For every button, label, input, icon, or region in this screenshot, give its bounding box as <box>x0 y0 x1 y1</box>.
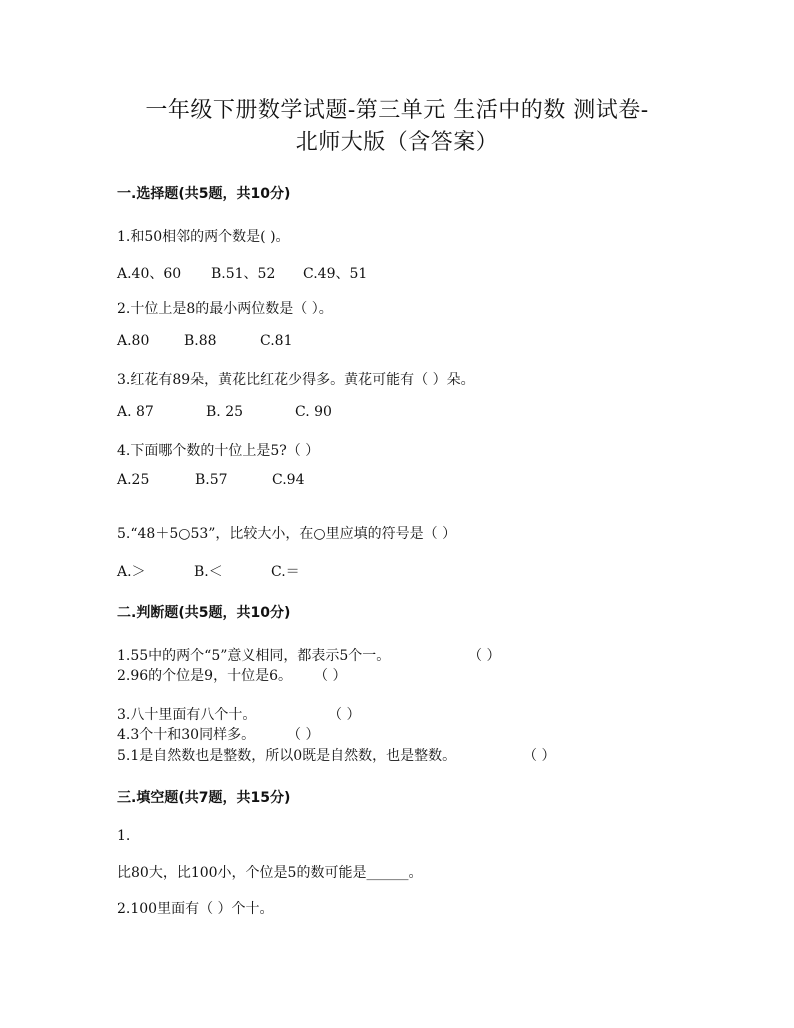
question-5-stem: 5.“48＋5○53”，比较大小，在○里应填的符号是（ ） <box>117 526 457 542</box>
answer-parentheses: （ ） <box>523 748 556 764</box>
option-b: B. 25 <box>206 404 244 420</box>
fill-question-1-number: 1. <box>117 828 131 844</box>
option-c: C. 90 <box>295 404 332 420</box>
option-b: B.51、52 <box>211 266 276 282</box>
question-2-stem: 2.十位上是8的最小两位数是（ ）。 <box>117 301 333 317</box>
judgment-item-2: 2.96的个位是9，十位是6。 <box>117 668 292 684</box>
judgment-item-5: 5.1是自然数也是整数，所以0既是自然数，也是整数。 <box>117 748 457 764</box>
option-a: A.25 <box>117 472 150 488</box>
option-c: C.81 <box>260 333 293 349</box>
question-4-stem: 4.下面哪个数的十位上是5?（ ） <box>117 443 320 459</box>
option-a: A. 87 <box>117 404 154 420</box>
judgment-item-3: 3.八十里面有八个十。 <box>117 707 257 723</box>
question-1-stem: 1.和50相邻的两个数是( )。 <box>117 229 290 245</box>
answer-parentheses: （ ） <box>314 668 347 684</box>
judgment-item-4: 4.3个十和30同样多。 <box>117 727 256 743</box>
question-1-options <box>117 263 367 283</box>
document-title-line2: 北师大版（含答案） <box>295 130 499 155</box>
option-c: C.49、51 <box>303 266 368 282</box>
question-4-options <box>117 472 304 488</box>
option-c: C.＝ <box>271 564 300 580</box>
section1-heading: 一.选择题(共5题，共10分) <box>117 186 291 202</box>
fill-question-1-text: 比80大，比100小，个位是5的数可能是______。 <box>117 865 423 881</box>
answer-parentheses: （ ） <box>468 648 501 664</box>
section2-heading: 二.判断题(共5题，共10分) <box>117 605 291 621</box>
option-a: A.40、60 <box>117 266 182 282</box>
question-5-options <box>117 561 300 581</box>
judgment-item-1: 1.55中的两个“5”意义相同，都表示5个一。 <box>117 648 391 664</box>
fill-question-2-text: 2.100里面有（ ）个十。 <box>117 901 274 917</box>
question-2-options <box>117 333 292 349</box>
option-a: A.80 <box>117 333 150 349</box>
option-b: B.57 <box>195 472 228 488</box>
section3-heading: 三.填空题(共7题，共15分) <box>117 790 291 806</box>
question-3-options <box>117 404 332 420</box>
document-title-line1: 一年级下册数学试题-第三单元 生活中的数 测试卷- <box>145 98 649 123</box>
option-b: B.＜ <box>194 564 223 580</box>
question-3-stem: 3.红花有89朵，黄花比红花少得多。黄花可能有（ ）朵。 <box>117 372 475 388</box>
option-c: C.94 <box>272 472 305 488</box>
answer-parentheses: （ ） <box>287 727 320 743</box>
option-b: B.88 <box>184 333 217 349</box>
answer-parentheses: （ ） <box>328 707 361 723</box>
option-a: A.＞ <box>117 564 146 580</box>
